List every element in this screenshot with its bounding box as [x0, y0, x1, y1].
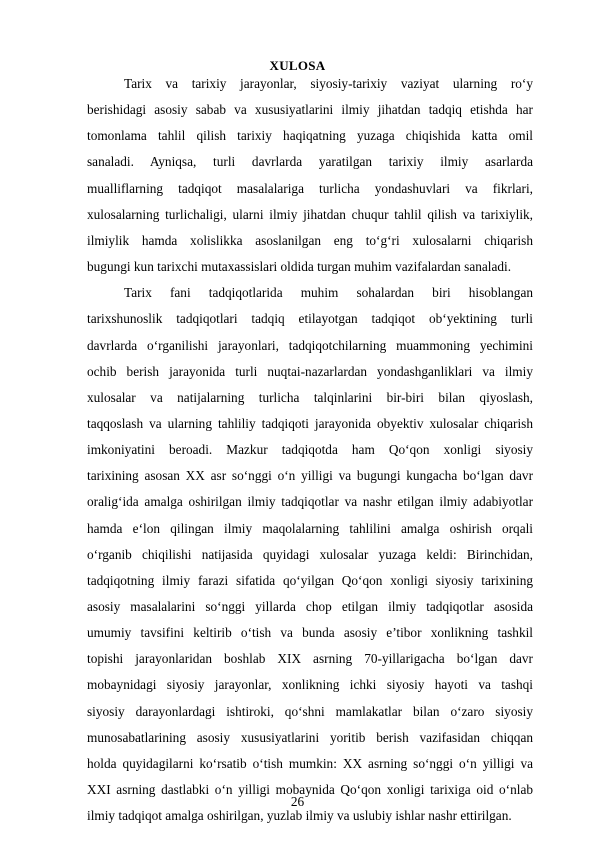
- text-line: ochib berish jarayonida turli nuqtai-nazarlardan yondashganliklari va ilmiy: [87, 363, 533, 379]
- text-line: tadqiqotning ilmiy farazi sifatida qo‘yilgan Qo‘qon xonligi siyosiy tarixining: [87, 572, 533, 588]
- text-line: davrlarda o‘rganilishi jarayonlari, tadqiqotchilarning muammoning yechimini: [87, 337, 533, 353]
- text-line: ilmiy tadqiqot amalga oshirilgan, yuzlab ilmiy va uslubiy ishlar nashr ettirilgan.: [87, 808, 512, 824]
- text-line: asosiy masalalarini so‘nggi yillarda chop etilgan ilmiy tadqiqotlar asosida: [87, 599, 533, 614]
- text-line: o‘rganib chiqilishi natijasida quyidagi xulosalar yuzaga keldi: Birinchidan,: [87, 546, 533, 562]
- text-line: XXI asrning dastlabki o‘n yilligi mobaynida Qo‘qon xonligi tarixiga oid o‘nlab: [87, 782, 533, 797]
- text-line: hamda e‘lon qilingan ilmiy maqolalarning tahlilini amalga oshirish orqali: [87, 520, 533, 536]
- page-number: 26: [290, 794, 305, 809]
- text-line: taqqoslash va ularning tahliliy tadqiqoti jarayonida obyektiv xulosalar chiqarish: [87, 415, 533, 431]
- text-line: munosabatlarining asosiy xususiyatlarini yoritib berish vazifasidan chiqqan: [87, 729, 533, 745]
- text-line: siyosiy darayonlardagi ishtiroki, qo‘shni mamlakatlar bilan o‘zaro siyosiy: [87, 703, 533, 719]
- text-line: bugungi kun tarixchi mutaxassislari oldida turgan muhim vazifalardan sanaladi.: [87, 259, 512, 274]
- text-line: Tarix va tarixiy jarayonlar, siyosiy-tarixiy vaziyat ularning ro‘y: [124, 76, 533, 91]
- text-line: tarixining asosan XX asr so‘nggi o‘n yilligi va bugungi kungacha bo‘lgan davr: [87, 468, 533, 484]
- text-line: topishi jarayonlaridan boshlab XIX asrning 70-yillarigacha bo‘lgan davr: [87, 651, 533, 667]
- text-line: berishidagi asosiy sabab va xususiyatlarini ilmiy jihatdan tadqiq etishda har: [87, 102, 533, 118]
- text-line: imkoniyatini beroadi. Mazkur tadqiqotda ham Qo‘qon xonligi siyosiy: [87, 442, 533, 458]
- text-line: ilmiylik hamda xolislikka asoslanilgan eng to‘g‘ri xulosalarni chiqarish: [87, 232, 533, 248]
- text-line: xulosalar va natijalarning turlicha talqinlarini bir-biri bilan qiyoslash,: [87, 389, 533, 405]
- text-line: sanaladi. Ayniqsa, turli davrlarda yaratilgan tarixiy ilmiy asarlarda: [87, 154, 533, 170]
- section-title: XULOSA: [269, 58, 326, 73]
- text-line: mualliflarning tadqiqot masalalariga turlicha yondashuvlari va fikrlari,: [87, 180, 533, 196]
- text-line: oralig‘ida amalga oshirilgan ilmiy tadqiqotlar va nashr etilgan ilmiy adabiyotlar: [87, 494, 533, 510]
- text-line: Tarix fani tadqiqotlarida muhim sohalardan biri hisoblangan: [124, 285, 533, 301]
- text-line: mobaynidagi siyosiy jarayonlar, xonlikning ichki siyosiy hayoti va tashqi: [87, 677, 533, 693]
- text-line: tarixshunoslik tadqiqotlari tadqiq etilayotgan tadqiqot ob‘yektining turli: [87, 311, 533, 327]
- text-line: xulosalarning turlichaligi, ularni ilmiy jihatdan chuqur tahlil qilish va tarixiylik,: [87, 206, 533, 222]
- text-line: umumiy tavsifini keltirib o‘tish va bunda asosiy e’tibor xonlikning tashkil: [87, 625, 533, 641]
- text-line: holda quyidagilarni ko‘rsatib o‘tish mumkin: XX asrning so‘nggi o‘n yilligi va: [87, 755, 533, 771]
- text-line: tomonlama tahlil qilish tarixiy haqiqatning yuzaga chiqishida katta omil: [87, 128, 533, 144]
